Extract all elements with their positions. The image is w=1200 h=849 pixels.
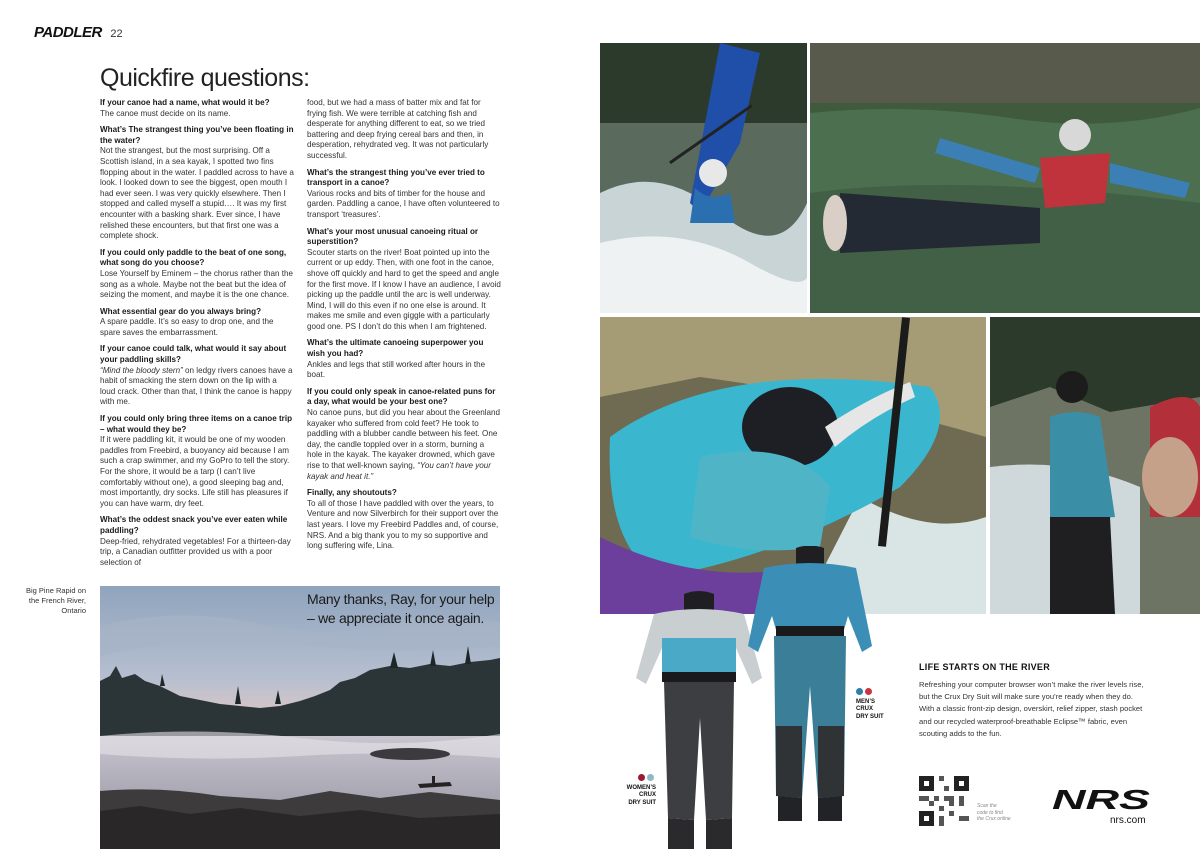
nrs-logo-icon — [1050, 786, 1154, 812]
answer: Lose Yourself by Eminem – the chorus rather than the song as a whole. Maybe not the beat but the idea of seizing the moment, and maybe it is the one chance. — [100, 268, 294, 300]
color-swatch-red — [638, 774, 645, 781]
question: If you could only speak in canoe-related puns for a day, what would be your best one? — [307, 386, 496, 407]
answer: A spare paddle. It’s so easy to drop one, and the spare saves the embarrassment. — [100, 317, 274, 337]
mens-suit-image — [744, 546, 874, 821]
ad-headline: LIFE STARTS ON THE RIVER — [919, 662, 1051, 672]
mens-label-line: MEN’S — [856, 698, 876, 705]
answer: Various rocks and bits of timber for the house and garden. Paddling a canoe, I have often volunteered to transport ‘treasures’. — [307, 188, 500, 219]
ad-body-text: Refreshing your computer browser won’t make the river levels rise, but the Crux Dry Suit will make sure you’re ready when they do. With a classic front-zip design, overskirt, relief zipper, stash pocket and our recycled waterproof-breathable Eclipse™ fabric, even scouting adds to the fun. — [919, 680, 1144, 738]
question: If you could only bring three items on a canoe trip – what would they be? — [100, 414, 293, 434]
kayaker-photo-1 — [600, 43, 807, 313]
answer: To all of those I have paddled with over the years, to Venture and now Silverbirch for their support over the last years. I love my Freebird Paddles and, of course, NRS. And a big thank you to my so supportive and long suffering wife, Lina. — [307, 498, 499, 551]
nrs-url[interactable]: nrs.com — [1110, 815, 1146, 826]
smiling-paddler-image — [990, 317, 1200, 614]
qa-item — [100, 307, 294, 339]
article-column-2 — [307, 98, 501, 558]
question: If you could only paddle to the beat of one song, what song do you choose? — [100, 247, 287, 268]
mens-label-line: CRUX — [856, 706, 874, 712]
scan-note-line: the Crux online — [977, 816, 1011, 822]
womens-label-line: DRY SUIT — [628, 799, 656, 806]
scan-note-line: code to find — [977, 809, 1003, 816]
color-dots — [856, 688, 884, 699]
qa-item — [307, 387, 501, 482]
answer: Deep-fried, rehydrated vegetables! For a thirteen-day trip, a Canadian outfitter provided us with a poor selection of — [100, 536, 291, 567]
answer: Not the strangest, but the most surprising. Off a Scottish island, in a sea kayak, I spotted two fins flopping about in the water. I paddled across to have a look. I looked down to see the biggest, open mouth I had ever seen. I was very quickly elsewhere. Then I stopped and called myself a stupid…. It was my first encounter with a basking shark. Ever since, I have relished these encounters, but that first one was a complete shock. — [100, 146, 294, 241]
mens-crux-dry-suit-image — [744, 546, 874, 821]
swimmer-photo — [810, 43, 1200, 313]
river-swimmer-image — [810, 43, 1200, 313]
question: What’s the oddest snack you’ve ever eaten while paddling? — [100, 515, 288, 535]
qa-item — [307, 227, 501, 333]
answer: Ankles and legs that still worked after hours in the boat. — [307, 359, 486, 380]
qa-item — [100, 125, 294, 242]
article-column-1 — [100, 98, 294, 574]
qa-item — [100, 248, 294, 301]
qa-item — [100, 98, 294, 119]
paddler-logo: PADDLER — [34, 24, 102, 41]
question: What’s The strangest thing you’ve been floating in the water? — [100, 125, 294, 145]
answer-text: No canoe puns, but did you hear about the Greenland kayaker who suffered from cold feet? He took to paddling with a blubber candle between his feet. One day, the candle toppled over in a storm, burning a hole in the kayak. The kayaker drowned, which gave rise to that well-known saying, — [307, 408, 501, 470]
mens-suit-label — [856, 688, 884, 721]
page-title: Quickfire questions: — [100, 64, 310, 92]
answer — [100, 366, 294, 408]
answer — [307, 408, 501, 482]
color-swatch-red — [865, 688, 872, 695]
qr-code-icon — [919, 776, 969, 826]
qa-item — [307, 168, 501, 221]
qa-item — [100, 515, 294, 568]
answer-quote: “You can’t have your kayak and heat it.” — [307, 461, 492, 481]
thanks-pull-quote: Many thanks, Ray, for your help – we appreciate it once again. — [307, 591, 495, 626]
question: Finally, any shoutouts? — [307, 488, 397, 498]
scan-note — [977, 803, 1027, 823]
photo-caption: Big Pine Rapid on the French River, Ontario — [25, 586, 86, 615]
answer: food, but we had a mass of batter mix and fat for frying fish. We were terrible at catching fish and desperate for anything different to eat, so we tried battering and deep frying cereal bars and then, in desperation, rehydrated veg. It was not particularly successful. — [307, 98, 489, 160]
qr-code[interactable] — [919, 776, 969, 826]
color-swatch-blue — [856, 688, 863, 695]
qa-item — [307, 488, 501, 552]
womens-label-line: CRUX — [638, 792, 656, 798]
womens-suit-label — [622, 774, 656, 807]
answer: The canoe must decide on its name. — [100, 108, 231, 118]
answer-text: on ledgy rivers canoes have a habit of smacking the stern down on the lip with a loud crack. Other than that, I think the canoe is happy with me. — [100, 365, 293, 407]
qa-item — [100, 414, 294, 509]
question: What essential gear do you always bring? — [100, 306, 262, 316]
color-dots — [622, 774, 656, 785]
answer: If it were paddling kit, it would be one of my wooden paddles from Freebird, a buoyancy aid because I am such a crap swimmer, and my GoPro to tell the story. For the shore, it would be a tarp (I can’t live comfortably without one), a good sleeping bag and, most importantly, dry socks. Life still has pleasures if you can have warm, dry feet. — [100, 435, 290, 508]
masthead — [34, 24, 123, 42]
qa-item — [307, 338, 501, 380]
mens-label-line: DRY SUIT — [856, 713, 884, 720]
question: What’s the strangest thing you’ve ever tried to transport in a canoe? — [307, 167, 485, 188]
question: What’s the ultimate canoeing superpower you wish you had? — [307, 338, 484, 359]
color-swatch-blue — [647, 774, 654, 781]
question: If your canoe had a name, what would it be? — [100, 98, 270, 107]
answer: Scouter starts on the river! Boat pointed up into the current or up eddy. Then, with one foot in the canoe, shove off quickly and hard to get the speed and angle for the first move. If I know I have an audience, I avoid picking up the paddle until the arc is well underway. Mind, I will do this even if no one else is around. It makes me smile and even giggle with a particularly good one. PS I don’t do this when I am frightened. — [307, 247, 501, 331]
answer-quote: “Mind the bloody stern” — [100, 365, 183, 375]
paddler-smiling-photo — [990, 317, 1200, 614]
qa-item — [307, 98, 501, 162]
womens-label-line: WOMEN’S — [626, 784, 656, 791]
question: What’s your most unusual canoeing ritual or superstition? — [307, 226, 479, 247]
nrs-logo — [1050, 786, 1154, 817]
nrs-logo-text: NRS — [1052, 786, 1151, 812]
qa-item — [100, 344, 294, 408]
question: If your canoe could talk, what would it say about your paddling skills? — [100, 344, 287, 365]
scan-note-line: Scan the — [977, 803, 997, 809]
whitewater-kayak-image — [600, 43, 807, 313]
page-number: 22 — [110, 28, 123, 40]
